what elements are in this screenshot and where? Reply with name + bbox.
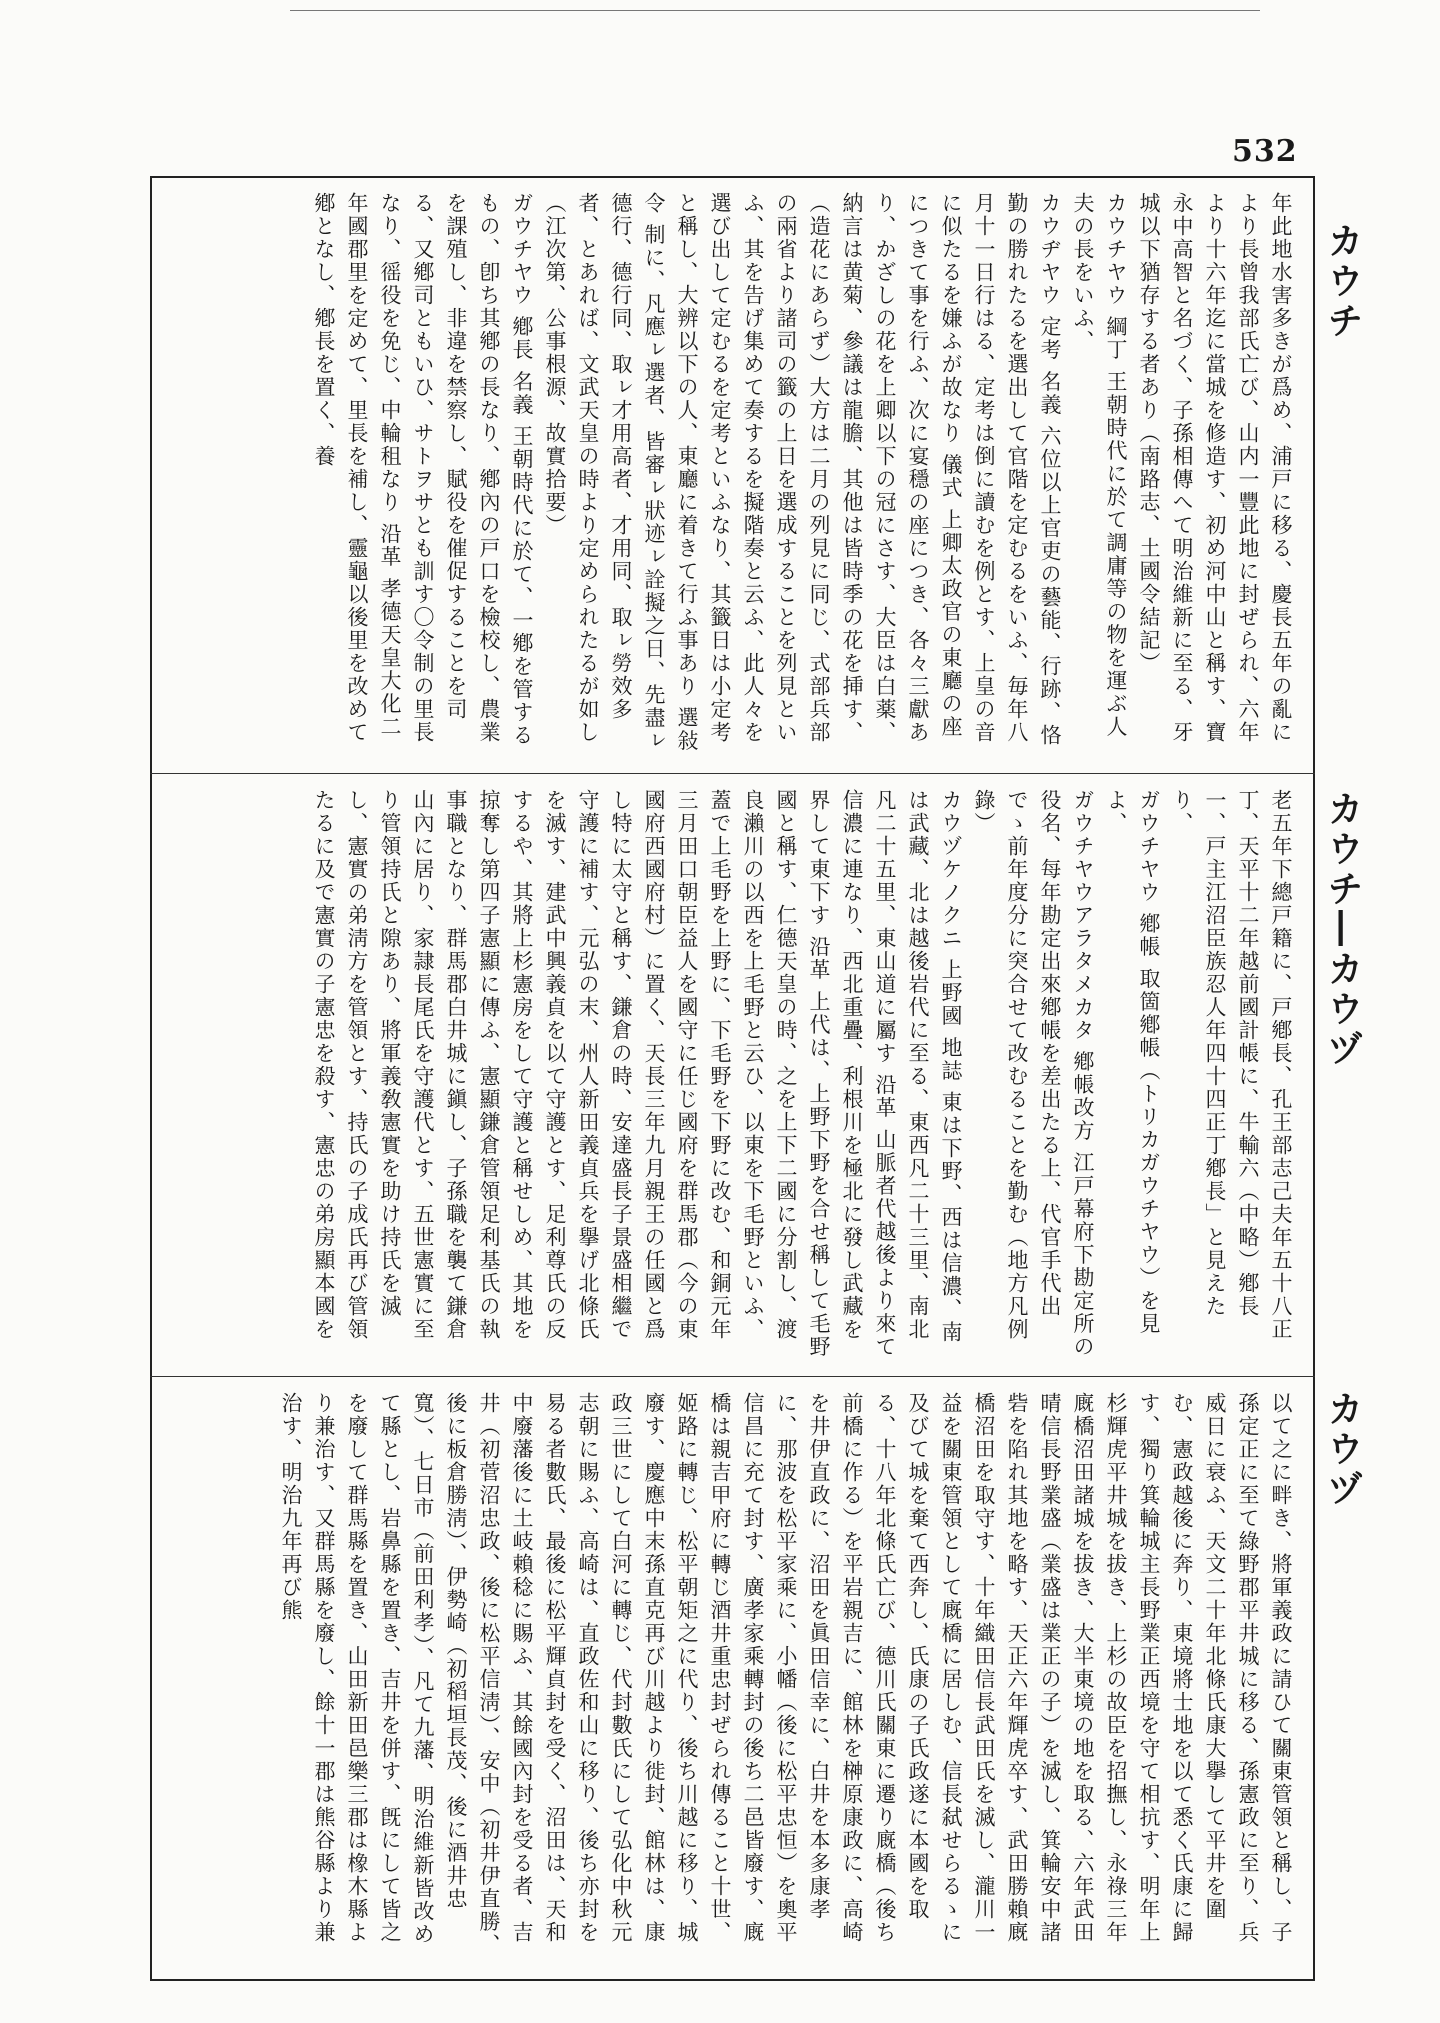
page-top-edge xyxy=(290,10,1260,11)
section-divider-upper xyxy=(150,773,1315,774)
text-section-middle xyxy=(150,775,1315,1375)
running-head-bottom: カウヅ xyxy=(1322,1390,1364,1510)
entry-gouchou-aratamekata: ガウチヤウアラタメカタ 鄕帳改方 江戸幕府下勘定所の役名、每年勘定出來鄕帳を差出たる上、代官手代出でゝ前年度分に突合せて改むることを勤む（地方凡例錄） xyxy=(972,789,1095,1359)
entry-kouzuke-no-kuni: カウヅケノクニ 上野國 地誌 東は下野、西は信濃、南は武藏、北は越後岩代に至る、東西凡二十三里、南北凡二十五里、東山道に屬す 沿革 山脈者代越後より來て信濃に連なり、西北重疊、利根川を極北に發し武藏を界して東下す 沿革 上代は、上野下野を合せ稱して毛野國と稱す、仁德天皇の時、之を上下二國に分割し、渡良瀨川の以西を上毛野と云ひ、以東を下毛野といふ、蓋で上毛野を上野に、下毛野を下野に改む、和銅元年三月田口朝臣益人を國守に任じ國府を群馬郡（今の東國府西國府村）に置く、天長三年九月親王の任國と爲し特に太守と稱す、鎌倉の時、安達盛長子景盛相繼で守護に補す、元弘の末、州人新田義貞兵を擧げ北條氏を滅す、建武中興義貞を以て守護とす、足利尊氏の反するや、其將上杉憲房をして守護と稱せしめ、其地を掠奪し第四子憲顯に傳ふ、憲顯鎌倉管領足利基氏の執事職となり、群馬郡白井城に鎭し、子孫職を襲て鎌倉山內に居り、家隷長尾氏を守護代とす、五世憲實に至り管領持氏と隙あり、將軍義敎憲實を助け持氏を滅し、憲實の弟淸方を管領とす、持氏の子成氏再び管領たるに及で憲實の子憲忠を殺す、憲忠の弟房顯本國を xyxy=(312,789,963,1359)
page-number: 532 xyxy=(1232,134,1298,169)
text-section-bottom xyxy=(150,1378,1315,1979)
paragraph: 以て之に畔き、將軍義政に請ひて關東管領と稱し、子孫定正に至て綠野郡平井城に移る、孫憲政に至り、兵威日に衰ふ、天文二十年北條氏康大擧して平井を圍む、憲政越後に奔り、東境將士地を以て悉く氏康に歸す、獨り箕輪城主長野業正西境を守て相抗す、明年上杉輝虎平井城を拔き、上杉の故臣を招撫し、永祿三年廐橋沼田諸城を拔き、大半東境の地を取る、六年武田晴信長野業盛（業盛は業正の子）を滅し、箕輪安中諸砦を陷れ其地を略す、天正六年輝虎卒す、武田勝賴廐橋沼田を取守す、十年織田信長武田氏を滅し、瀧川一益を關東管領として廐橋に居しむ、信長弑せらるゝに及びて城を棄て西奔し、氏康の子氏政遂に本國を取る、十八年北條氏亡び、德川氏關東に遷り廐橋（後ち前橋に作る）を平岩親吉に、館林を榊原康政に、高崎を井伊直政に、沼田を眞田信幸に、白井を本多康孝に、那波を松平家乘に、小幡（後に松平忠恒）を奧平信昌に充て封す、廣孝家乘轉封の後ち二邑皆廢す、廐橋は親吉甲府に轉じ酒井重忠封ぜられ傳ること十世、姬路に轉じ、松平朝矩之に代り、後ち川越に移り、城廢す、慶應中末孫直克再び川越より徙封、館林は、康政三世にして白河に轉じ、代封數氏にして弘化中秋元志朝に賜ふ、高崎は、直政佐和山に移り、後ち亦封を易る者數氏、最後に松平輝貞封を受く、沼田は、天和中廢藩後に土岐賴稔に賜ふ、其餘國內封を受る者、吉井（初菅沼忠政、後に松平信淸）、安中（初井伊直勝、後に板倉勝淸）、伊勢崎（初稻垣長茂、後に酒井忠寬）、七日市（前田利孝）、凡て九藩、明治維新皆改めて縣とし、岩鼻縣を置き、吉井を併す、旣にして皆之を廢して群馬縣を置き、山田新田邑樂三郡は橡木縣より兼治す、又群馬縣を廢し、餘十一郡は熊谷縣より兼治す、明治九年再び熊 xyxy=(279,1392,1293,1957)
paragraph: 年此地水害多きが爲め、浦戸に移る、慶長五年の亂により長曾我部氏亡び、山内一豐此地に封ぜられ、六年より十六年迄に當城を修造す、初め河中山と稱す、寶永中高智と名づく、子孫相傳へて明治維新に至る、牙城以下猶存する者あり（南路志、土國令結記） xyxy=(1137,192,1293,744)
entry-gouchou: ガウチヤウ 鄕長 名義 王朝時代に於て、一鄕を管するもの、卽ち其鄕の長なり、鄕內の戸口を檢校し、農業を課殖し、非違を禁察し、賦役を催促することを司る、又鄕司ともいひ、サトヲサとも訓す〇令制の里長なり、徭役を免じ、中輪租なり 沿革 孝德天皇大化二年國郡里を定めて、里長を補し、靈龜以後里を改めて鄕となし、鄕長を置く、養 xyxy=(312,192,534,748)
paragraph: 老五年下總戸籍に、戸鄕長、孔王部志己夫年五十八正丁、天平十二年越前國計帳に、牛輸六（中略）鄕長一、戸主江沼臣族忍人年四十四正丁鄕長」と見えたり、 xyxy=(1170,789,1293,1341)
entry-gouchou-register: ガウチヤウ 鄕帳 取箇鄕帳（トリカガウチヤウ）を見よ、 xyxy=(1104,789,1161,1336)
text-section-top xyxy=(150,178,1315,772)
running-head-top: カウチ xyxy=(1322,222,1364,342)
entry-kouchou: カウチヤウ 綱丁 王朝時代に於て調庸等の物を運ぶ人夫の長をいふ、 xyxy=(1071,192,1128,739)
vertical-text-column xyxy=(307,192,1297,758)
vertical-text-column xyxy=(274,1392,1297,1965)
vertical-text-column xyxy=(307,789,1297,1361)
entry-koujou: カウヂヤウ 定考 名義 六位以上官吏の藝能、行跡、恪勤の勝れたるを選出して官階を定むるをいふ、毎年八月十一日行はる、定考は倒に讀むを例とす、上皇の音に似たるを嫌ふが故なり 儀式 上卿太政官の東廳の座につきて事を行ふ、次に宴穩の座につき、各々三獻あり、かざしの花を上卿以下の冠にさす、大臣は白薬、納言は黄菊、參議は龍膽、其他は皆時季の花を挿す、（造花にあらず）大方は二月の列見に同じ、式部兵部の兩省より諸司の籤の上日を選成することを列見といふ、其を告げ集めて奏するを擬階奏と云ふ、此人々を選び出して定むるを定考といふなり、其籤日は小定考と稱し、大辨以下の人、東廳に着きて行ふ事あり 選敍令 制に、凡應ㇾ選者、皆審ㇾ狀迹ㇾ詮擬之日、先盡ㇾ德行、德行同、取ㇾ才用高者、才用同、取ㇾ勞效多者、とあれば、文武天皇の時より定められたるが如し（江次第、公事根源、故實拾要） xyxy=(543,192,1062,753)
section-divider-lower xyxy=(150,1376,1315,1377)
running-head-middle: カウチ―カウヅ xyxy=(1322,790,1364,1070)
